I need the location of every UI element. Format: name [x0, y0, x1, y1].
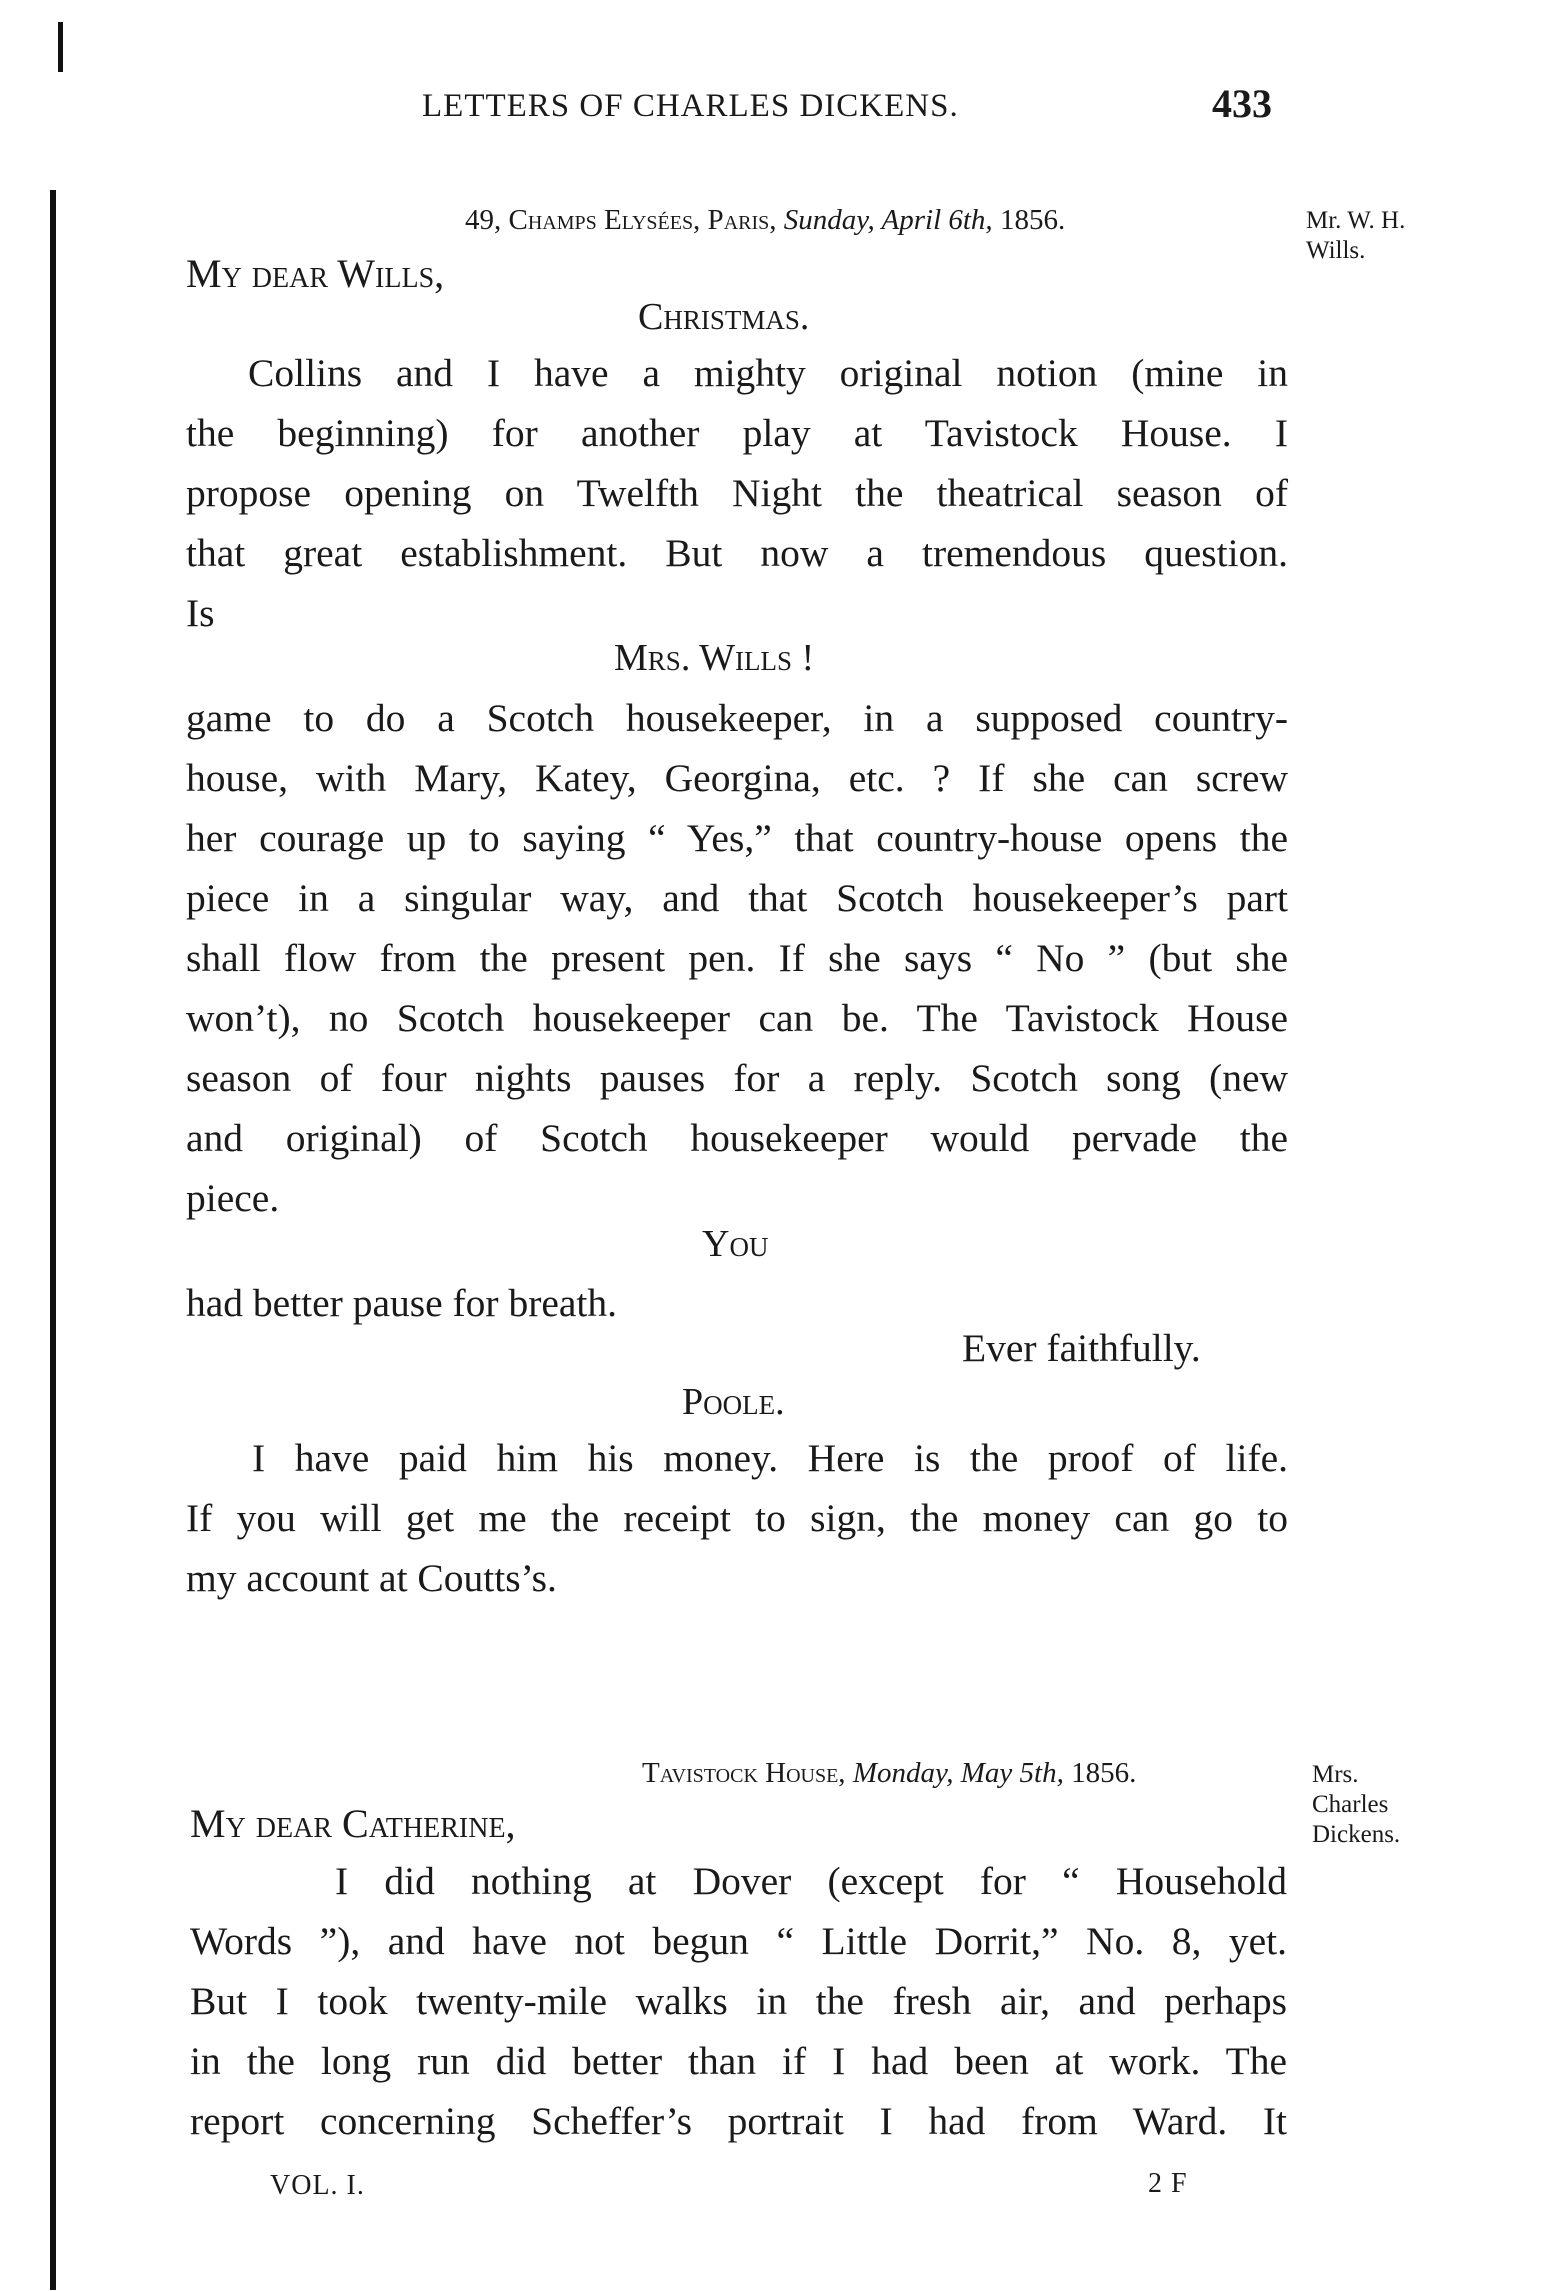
heading-christmas: Christmas.: [638, 296, 810, 338]
letter2-recipient-note: Mrs. Charles Dickens.: [1312, 1761, 1401, 1848]
letter2-dateline: [642, 1757, 1136, 1790]
letter2-line: report concerning Scheffer’s portrait I had from Ward. It: [190, 2099, 1287, 2143]
letter1-line: house, with Mary, Katey, Georgina, etc. ? If she can screw: [186, 756, 1288, 800]
letter1-salutation: My dear Wills,: [186, 251, 445, 296]
letter1-line: shall flow from the present pen. If she says “ No ” (but she: [186, 936, 1288, 980]
letter2-dateline-year: 1856.: [1071, 1757, 1137, 1789]
postscript-line: my account at Coutts’s.: [186, 1556, 557, 1600]
letter1-line: won’t), no Scotch housekeeper can be. The Tavistock House: [186, 996, 1288, 1040]
letter1-line: game to do a Scotch housekeeper, in a supposed country-: [186, 696, 1288, 740]
letter1-recipient-note: Mr. W. H. Wills.: [1306, 207, 1406, 264]
footer-signature-mark: 2 F: [1148, 2168, 1188, 2199]
running-title: LETTERS OF CHARLES DICKENS.: [422, 88, 959, 124]
letter1-dateline: [465, 204, 1065, 237]
heading-mrs-wills: Mrs. Wills !: [614, 637, 815, 679]
letter1-line: that great establishment. But now a tremendous question.: [186, 531, 1288, 575]
letter2-line: in the long run did better than if I had been at work. The: [190, 2039, 1287, 2083]
letter1-dateline-date: Sunday, April 6th,: [783, 204, 993, 236]
letter1-line: Is: [186, 591, 215, 635]
postscript-line: If you will get me the receipt to sign, the money can go to: [186, 1496, 1288, 1540]
letter2-dateline-place: Tavistock House,: [642, 1757, 846, 1789]
page-number: 433: [1212, 81, 1272, 126]
scan-edge-line: [50, 190, 56, 2290]
letter1-line: Collins and I have a mighty original notion (mine in: [248, 351, 1288, 395]
letter1-line: season of four nights pauses for a reply. Scotch song (new: [186, 1056, 1288, 1100]
letter1-line: her courage up to saying “ Yes,” that country-house opens the: [186, 816, 1288, 860]
letter1-line: and original) of Scotch housekeeper would pervade the: [186, 1116, 1288, 1160]
letter1-line: propose opening on Twelfth Night the theatrical season of: [186, 471, 1288, 515]
letter1-dateline-place: 49, Champs Elysées, Paris,: [465, 204, 777, 236]
letter1-breath-line: had better pause for breath.: [186, 1281, 618, 1325]
letter1-closing: Ever faithfully.: [962, 1326, 1201, 1370]
postscript-line: I have paid him his money. Here is the proof of life.: [252, 1436, 1288, 1480]
letter1-line: the beginning) for another play at Tavistock House. I: [186, 411, 1288, 455]
letter2-salutation: My dear Catherine,: [190, 1801, 516, 1846]
heading-you: You: [702, 1223, 769, 1265]
letter1-line: piece in a singular way, and that Scotch housekeeper’s part: [186, 876, 1288, 920]
letter2-line: Words ”), and have not begun “ Little Dorrit,” No. 8, yet.: [190, 1919, 1287, 1963]
letter2-dateline-date: Monday, May 5th,: [852, 1757, 1064, 1789]
signature-poole: Poole.: [682, 1381, 785, 1423]
scan-mark: [58, 22, 63, 72]
letter1-line: piece.: [186, 1176, 280, 1220]
letter2-line: I did nothing at Dover (except for “ Household: [335, 1859, 1287, 1903]
letter1-dateline-year: 1856.: [999, 204, 1066, 236]
letter2-line: But I took twenty-mile walks in the fresh air, and perhaps: [190, 1979, 1287, 2023]
footer-volume: VOL. I.: [270, 2170, 365, 2201]
